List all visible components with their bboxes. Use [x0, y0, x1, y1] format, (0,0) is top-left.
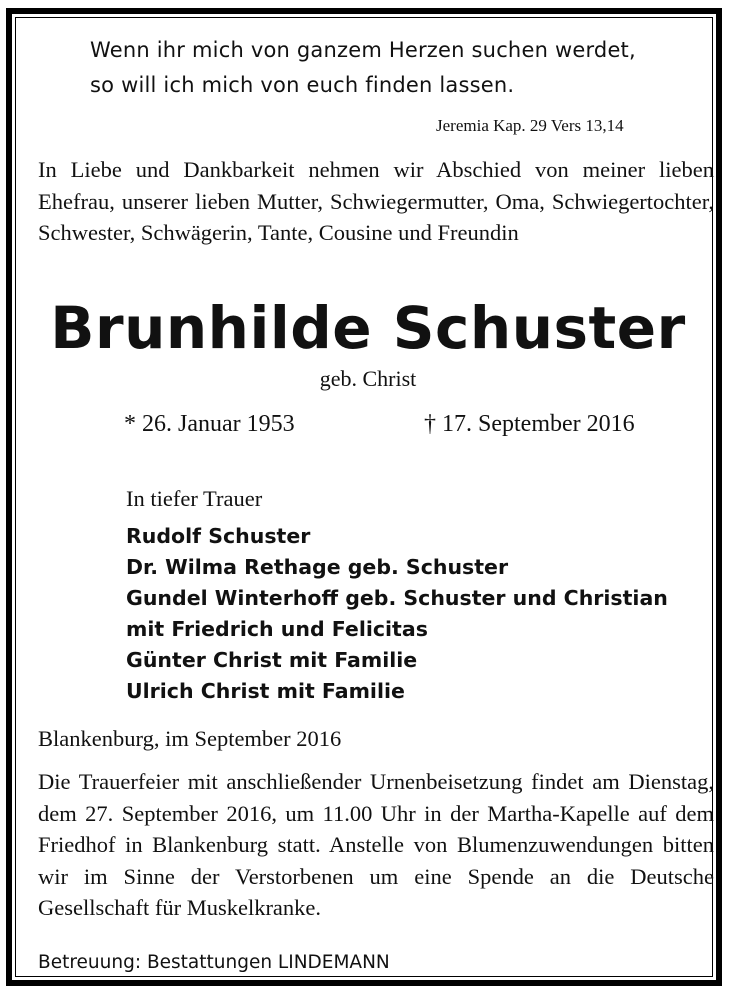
mourner-name: mit Friedrich und Felicitas: [126, 617, 428, 641]
mourning-heading: In tiefer Trauer: [126, 486, 263, 511]
obituary-inner-border: [15, 17, 713, 977]
obituary-frame: [6, 8, 722, 986]
mourner-name: Günter Christ mit Familie: [126, 648, 418, 672]
bible-reference: Jeremia Kap. 29 Vers 13,14: [436, 116, 624, 135]
bible-quote-line-1: Wenn ihr mich von ganzem Herzen suchen werdet,: [90, 38, 636, 62]
mourner-name: Rudolf Schuster: [126, 524, 311, 548]
mourners-list: [126, 521, 668, 707]
funeral-notice: Die Trauerfeier mit anschließender Urnenbeisetzung findet am Dienstag, dem 27. September 2016, um 11.00 Uhr in der Martha-Kapelle auf dem Friedhof in Blankenburg statt. Anstelle von Blumenzuwendungen bitten wir im Sinne der Verstorbenen um eine Spende an die Deutsche Gesellschaft für Muskelkranke.: [38, 769, 714, 920]
mourner-name: Gundel Winterhoff geb. Schuster und Christian: [126, 586, 668, 610]
funeral-home-credit: Betreuung: Bestattungen LINDEMANN: [38, 952, 390, 973]
deceased-name: Brunhilde Schuster: [50, 294, 686, 362]
farewell-intro: In Liebe und Dankbarkeit nehmen wir Abschied von meiner lieben Ehefrau, unserer lieben Mutter, Schwiegermutter, Oma, Schwiegertochter, Schwester, Schwägerin, Tante, Cousine und Freundin: [38, 157, 714, 245]
birth-name: geb. Christ: [319, 366, 417, 391]
death-date: † 17. September 2016: [424, 411, 635, 437]
birth-date: * 26. Januar 1953: [124, 411, 295, 437]
mourner-name: Dr. Wilma Rethage geb. Schuster: [126, 555, 509, 579]
mourner-name: Ulrich Christ mit Familie: [126, 679, 405, 703]
bible-quote-line-2: so will ich mich von euch finden lassen.: [90, 73, 515, 97]
place-and-date: Blankenburg, im September 2016: [38, 726, 342, 751]
